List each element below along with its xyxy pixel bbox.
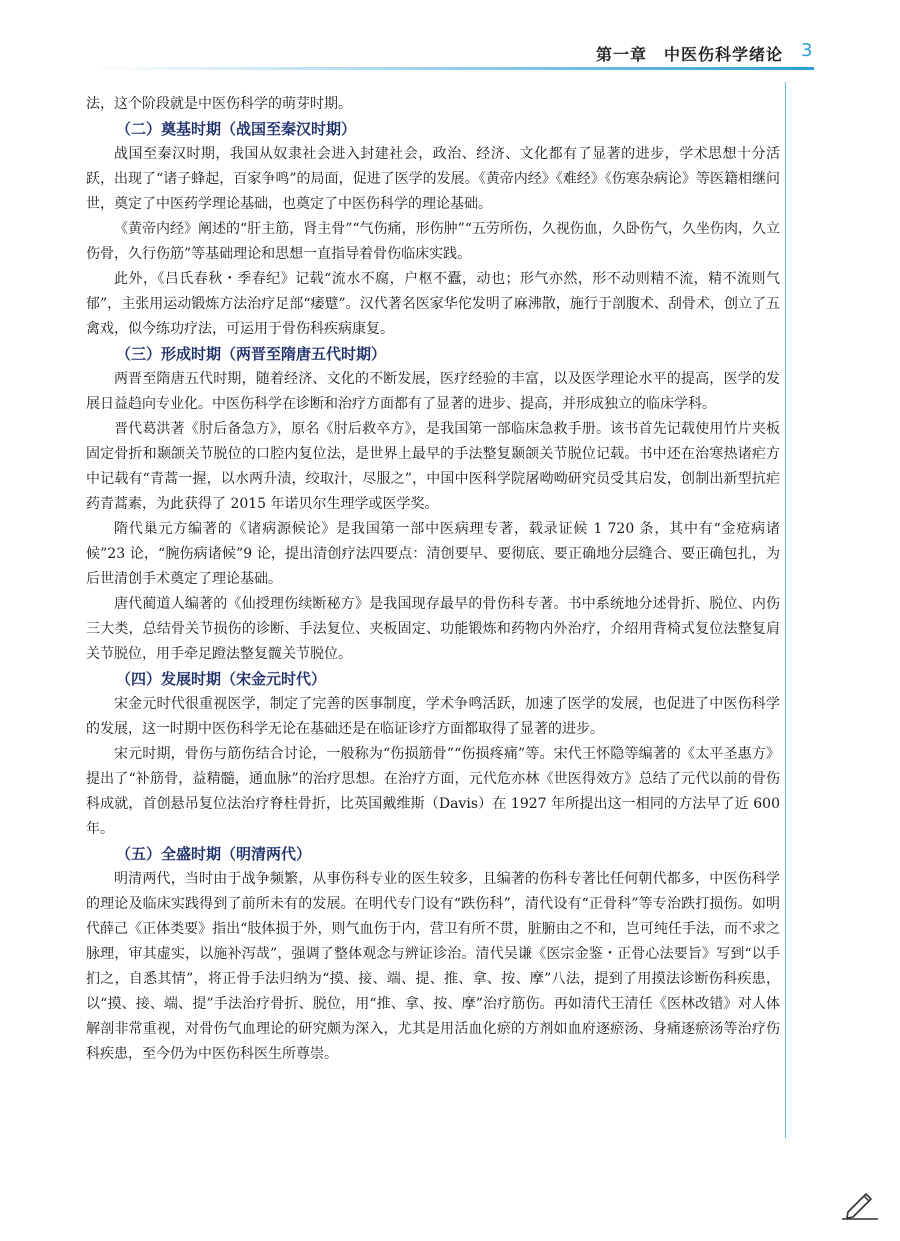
page-number: 3 — [801, 40, 813, 61]
section-heading-foundation: （二）奠基时期（战国至秦汉时期） — [116, 120, 357, 138]
header-divider — [90, 67, 814, 70]
paragraph: 隋代巢元方编著的《诸病源候论》是我国第一部中医病理专著，载录证候 1 720 条，其中有“金疮病诸候”23 论，“腕伤病诸候”9 论，提出清创疗法四要点：清创要早、要彻底、要正确地分层缝合、要正确包扎，为后世清创手术奠定了理论基础。 — [86, 521, 780, 587]
margin-rule — [785, 82, 786, 1138]
paragraph: 明清两代，当时由于战争频繁，从事伤科专业的医生较多，且编著的伤科专著比任何朝代都多，中医伤科学的理论及临床实践得到了前所未有的发展。在明代专门设有“跌伤科”，清代设有“正骨科”等专治跌打损伤。如明代薛己《正体类要》指出“肢体损于外，则气血伤于内，营卫有所不贯，脏腑由之不和，岂可纯任手法，而不求之脉理，审其虚实，以施补泻哉”，强调了整体观念与辨证诊治。清代吴谦《医宗金鉴・正骨心法要旨》写到“以手扪之，自悉其情”，将正骨手法归纳为“摸、接、端、提、推、拿、按、摩”八法，提到了用摸法诊断伤科疾患，以“摸、接、端、提”手法治疗骨折、脱位，用“推、拿、按、摩”治疗筋伤。再如清代王清任《医林改错》对人体解剖非常重视，对骨伤气血理论的研究颇为深入，尤其是用活血化瘀的方剂如血府逐瘀汤、身痛逐瘀汤等治疗伤科疾患，至今仍为中医伤科医生所尊崇。 — [86, 871, 780, 1062]
paragraph: 唐代蔺道人编著的《仙授理伤续断秘方》是我国现存最早的骨伤科专著。书中系统地分述骨折、脱位、内伤三大类，总结骨关节损伤的诊断、手法复位、夹板固定、功能锻炼和药物内外治疗，介绍用背椅式复位法整复肩关节脱位，用手牵足蹬法整复髋关节脱位。 — [86, 596, 780, 662]
page-header — [0, 0, 900, 80]
pen-icon — [840, 1188, 880, 1220]
page-body — [86, 92, 780, 1067]
paragraph: 战国至秦汉时期，我国从奴隶社会进入封建社会，政治、经济、文化都有了显著的进步，学术思想十分活跃，出现了“诸子蜂起，百家争鸣”的局面，促进了医学的发展。《黄帝内经》《难经》《伤寒杂病论》等医籍相继问世，奠定了中医药学理论基础，也奠定了中医伤科学的理论基础。 — [86, 146, 780, 212]
paragraph: 宋金元时代很重视医学，制定了完善的医事制度，学术争鸣活跃，加速了医学的发展，也促进了中医伤科学的发展，这一时期中医伤科学无论在基础还是在临证诊疗方面都取得了显著的进步。 — [86, 696, 780, 737]
chapter-title: 第一章 中医伤科学绪论 — [596, 45, 784, 64]
paragraph: 宋元时期，骨伤与筋伤结合讨论，一般称为“伤损筋骨”“伤损疼痛”等。宋代王怀隐等编著的《太平圣惠方》提出了“补筋骨，益精髓，通血脉”的治疗思想。在治疗方面，元代危亦林《世医得效方》总结了元代以前的骨伤科成就，首创悬吊复位法治疗脊柱骨折，比英国戴维斯（Davis）在 1927 年所提出这一相同的方法早了近 600 年。 — [86, 746, 780, 837]
paragraph: 两晋至隋唐五代时期，随着经济、文化的不断发展，医疗经验的丰富，以及医学理论水平的提高，医学的发展日益趋向专业化。中医伤科学在诊断和治疗方面都有了显著的进步、提高，并形成独立的临床学科。 — [86, 371, 780, 412]
paragraph: 《黄帝内经》阐述的“肝主筋，肾主骨”“气伤痛，形伤肿”“五劳所伤，久视伤血，久卧伤气，久坐伤肉，久立伤骨，久行伤筋”等基础理论和思想一直指导着骨伤临床实践。 — [86, 221, 780, 262]
section-heading-formation: （三）形成时期（两晋至隋唐五代时期） — [116, 345, 387, 363]
paragraph: 法，这个阶段就是中医伤科学的萌芽时期。 — [86, 96, 352, 112]
paragraph: 晋代葛洪著《肘后备急方》，原名《肘后救卒方》，是我国第一部临床急救手册。该书首先记载使用竹片夹板固定骨折和颞颌关节脱位的口腔内复位法，是世界上最早的手法整复颞颌关节脱位记载。书中还在治寒热诸疟方中记载有“青蒿一握，以水两升渍，绞取汁，尽服之”，中国中医科学院屠呦呦研究员受其启发，创制出新型抗疟药青蒿素，为此获得了 2015 年诺贝尔生理学或医学奖。 — [86, 421, 780, 512]
section-heading-peak: （五）全盛时期（明清两代） — [116, 845, 312, 863]
section-heading-development: （四）发展时期（宋金元时代） — [116, 670, 327, 688]
paragraph: 此外，《吕氏春秋・季春纪》记载“流水不腐，户枢不蠹，动也；形气亦然，形不动则精不流，精不流则气郁”，主张用运动锻炼方法治疗足部“痿躄”。汉代著名医家华佗发明了麻沸散，施行于剖腹术、刮骨术，创立了五禽戏，似今练功疗法，可运用于骨伤科疾病康复。 — [86, 271, 780, 337]
